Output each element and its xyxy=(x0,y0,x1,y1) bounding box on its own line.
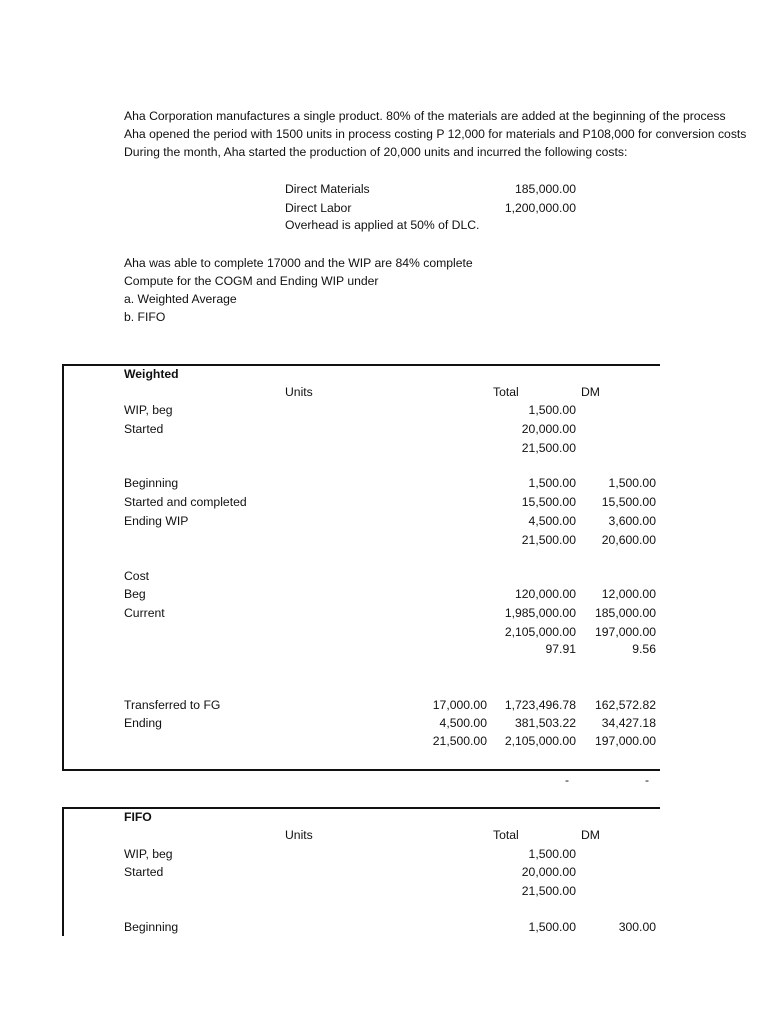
weighted-ending-wip-label: Ending WIP xyxy=(124,514,189,528)
weighted-ending-wip-total: 4,500.00 xyxy=(528,514,576,528)
fifo-input-total: 21,500.00 xyxy=(521,884,576,898)
weighted-beg-dm: 12,000.00 xyxy=(601,587,656,601)
weighted-bottom-border xyxy=(62,769,660,771)
weighted-current-label: Current xyxy=(124,606,165,620)
option-b: b. FIFO xyxy=(124,310,166,324)
weighted-ending-wip-dm: 3,600.00 xyxy=(608,514,656,528)
weighted-tfg-total: 1,723,496.78 xyxy=(504,698,576,712)
weighted-sum-total: 2,105,000.00 xyxy=(504,734,576,748)
fifo-col-total: Total xyxy=(493,828,519,842)
weighted-current-dm: 185,000.00 xyxy=(595,606,656,620)
weighted-ending-total: 381,503.22 xyxy=(515,716,576,730)
fifo-started-label: Started xyxy=(124,865,164,879)
weighted-cost-total: 2,105,000.00 xyxy=(504,625,576,639)
direct-materials-label: Direct Materials xyxy=(285,182,370,196)
weighted-sac-total: 15,500.00 xyxy=(521,495,576,509)
option-a: a. Weighted Average xyxy=(124,292,237,306)
weighted-check-dash-dm: - xyxy=(645,773,650,787)
weighted-wip-beg-total: 1,500.00 xyxy=(528,403,576,417)
weighted-tfg-units: 17,000.00 xyxy=(432,698,487,712)
direct-labor-label: Direct Labor xyxy=(285,201,352,215)
intro-line-2: Aha opened the period with 1500 units in process costing P 12,000 for materials and P108,000 for conversion costs xyxy=(124,127,747,141)
weighted-beginning-label: Beginning xyxy=(124,476,179,490)
direct-materials-value: 185,000.00 xyxy=(515,182,576,196)
fifo-beginning-label: Beginning xyxy=(124,920,179,934)
weighted-ending-units: 4,500.00 xyxy=(439,716,487,730)
weighted-started-label: Started xyxy=(124,422,164,436)
fifo-wip-beg-label: WIP, beg xyxy=(124,847,173,861)
fifo-wip-beg-total: 1,500.00 xyxy=(528,847,576,861)
weighted-col-units: Units xyxy=(285,385,313,399)
weighted-col-dm: DM xyxy=(581,385,600,399)
fifo-beginning-total: 1,500.00 xyxy=(528,920,576,934)
weighted-cost-label: Cost xyxy=(124,569,150,583)
weighted-per-unit-total: 97.91 xyxy=(545,642,576,656)
weighted-sac-label: Started and completed xyxy=(124,495,247,509)
weighted-eu-dm: 20,600.00 xyxy=(601,533,656,547)
question-line-1: Aha was able to complete 17000 and the WIP are 84% complete xyxy=(124,256,473,270)
intro-line-1: Aha Corporation manufactures a single product. 80% of the materials are added at the beginning of the process xyxy=(124,109,726,123)
weighted-check-dash-total: - xyxy=(565,773,570,787)
weighted-eu-total: 21,500.00 xyxy=(521,533,576,547)
intro-line-3: During the month, Aha started the production of 20,000 units and incurred the following costs: xyxy=(124,145,628,159)
weighted-ending-label: Ending xyxy=(124,716,162,730)
weighted-beg-label: Beg xyxy=(124,587,146,601)
weighted-ending-dm: 34,427.18 xyxy=(601,716,656,730)
weighted-beginning-dm: 1,500.00 xyxy=(608,476,656,490)
question-line-2: Compute for the COGM and Ending WIP under xyxy=(124,274,379,288)
fifo-left-border xyxy=(62,807,64,936)
overhead-note: Overhead is applied at 50% of DLC. xyxy=(285,218,480,232)
weighted-per-unit-dm: 9.56 xyxy=(632,642,656,656)
fifo-title: FIFO xyxy=(124,810,152,824)
weighted-left-border xyxy=(62,364,64,771)
weighted-beginning-total: 1,500.00 xyxy=(528,476,576,490)
weighted-sum-units: 21,500.00 xyxy=(432,734,487,748)
fifo-beginning-dm: 300.00 xyxy=(618,920,656,934)
weighted-started-total: 20,000.00 xyxy=(521,422,576,436)
weighted-sac-dm: 15,500.00 xyxy=(601,495,656,509)
weighted-col-total: Total xyxy=(493,385,519,399)
weighted-cost-dm: 197,000.00 xyxy=(595,625,656,639)
weighted-tfg-dm: 162,572.82 xyxy=(595,698,656,712)
fifo-col-units: Units xyxy=(285,828,313,842)
weighted-sum-dm: 197,000.00 xyxy=(595,734,656,748)
weighted-wip-beg-label: WIP, beg xyxy=(124,403,173,417)
fifo-started-total: 20,000.00 xyxy=(521,865,576,879)
weighted-current-total: 1,985,000.00 xyxy=(504,606,576,620)
weighted-tfg-label: Transferred to FG xyxy=(124,698,221,712)
direct-labor-value: 1,200,000.00 xyxy=(504,201,576,215)
fifo-col-dm: DM xyxy=(581,828,600,842)
weighted-title: Weighted xyxy=(124,367,179,381)
weighted-input-total: 21,500.00 xyxy=(521,441,576,455)
weighted-beg-total: 120,000.00 xyxy=(515,587,576,601)
